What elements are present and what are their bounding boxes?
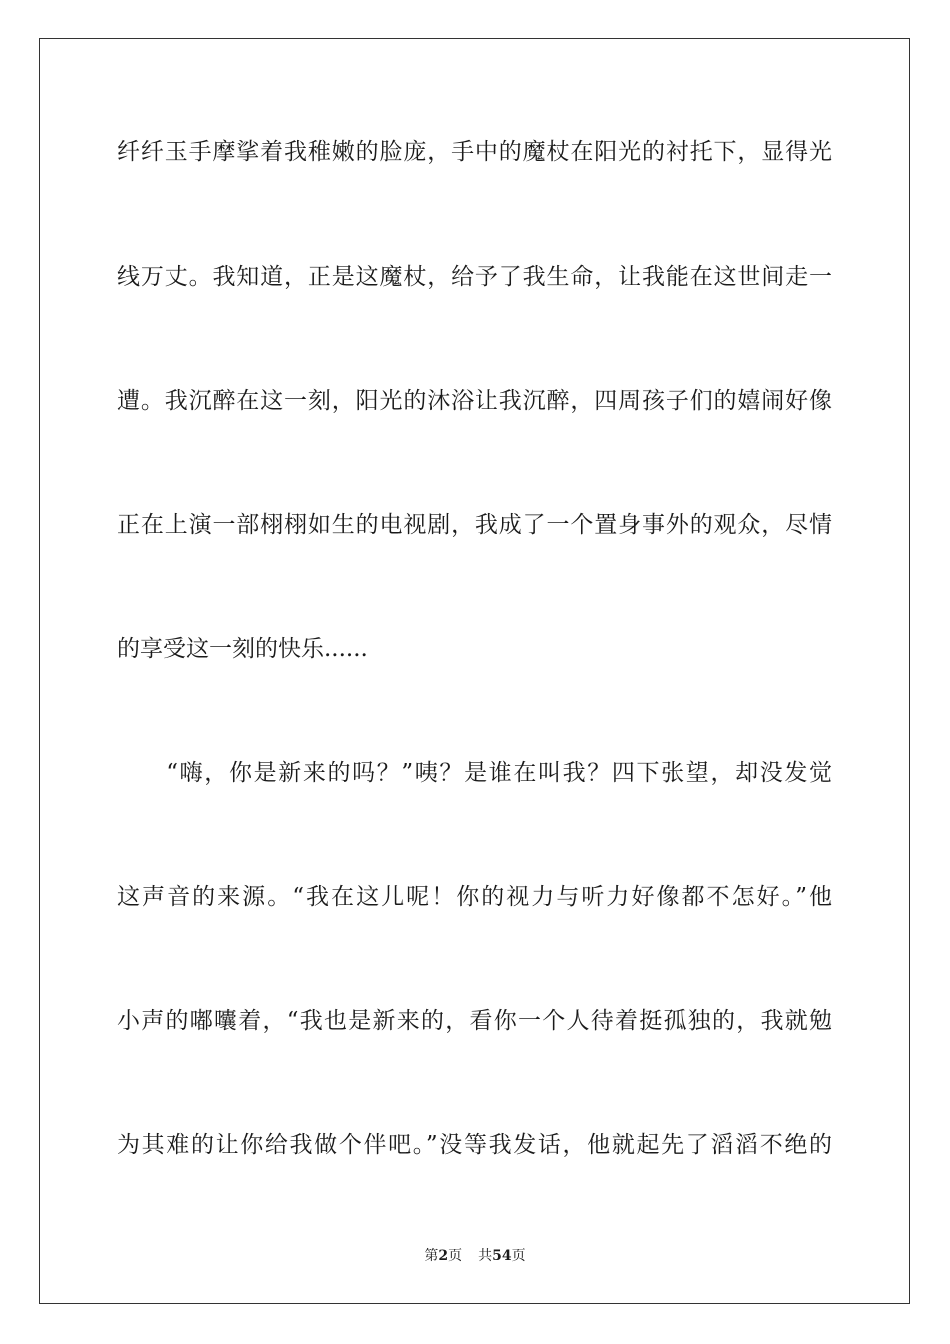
body-line-3: 遭。我沉醉在这一刻，阳光的沐浴让我沉醉，四周孩子们的嬉闹好像 [117,388,832,414]
body-line-6: “嗨，你是新来的吗？”咦？是谁在叫我？四下张望，却没发觉 [117,760,832,786]
body-line-7: 这声音的来源。“我在这儿呢！你的视力与听力好像都不怎好。”他 [117,884,832,910]
footer-page-prefix: 第 [424,1248,439,1264]
footer-total-prefix: 共 [478,1248,493,1264]
body-line-8: 小声的嘟囔着，“我也是新来的，看你一个人待着挺孤独的，我就勉 [117,1008,832,1034]
body-line-2: 线万丈。我知道，正是这魔杖，给予了我生命，让我能在这世间走一 [117,264,832,290]
body-line-5: 的享受这一刻的快乐...... [117,636,368,662]
footer-page-suffix: 页 [448,1248,463,1264]
page-footer [0,1247,950,1265]
footer-page-number: 2 [438,1248,449,1264]
body-line-4: 正在上演一部栩栩如生的电视剧，我成了一个置身事外的观众，尽情 [117,512,832,538]
footer-total-pages: 54 [492,1248,512,1264]
body-line-1: 纤纤玉手摩挲着我稚嫩的脸庞，手中的魔杖在阳光的衬托下，显得光 [117,139,832,165]
footer-total-suffix: 页 [511,1248,526,1264]
body-line-9: 为其难的让你给我做个伴吧。”没等我发话，他就起先了滔滔不绝的 [117,1132,832,1158]
page-border [39,38,910,1304]
